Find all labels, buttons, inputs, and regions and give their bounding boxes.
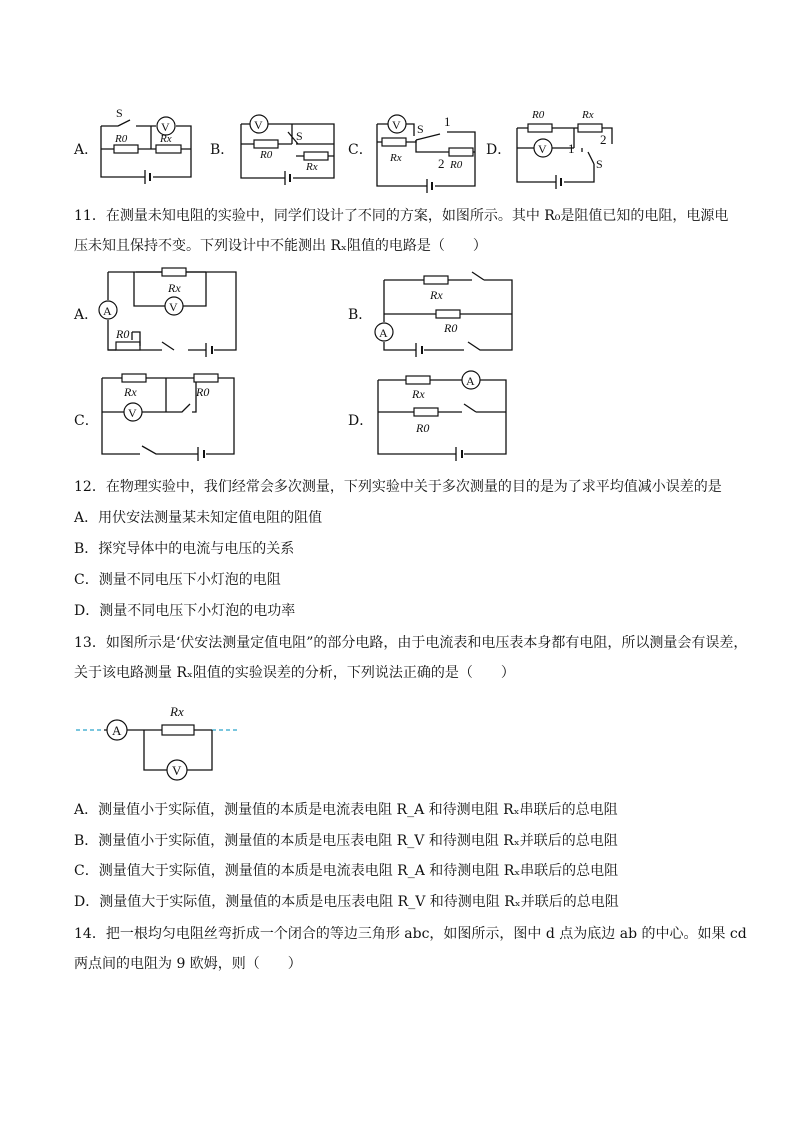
q10-circuit-d	[512, 106, 618, 188]
terminal-2-label: 2	[438, 156, 445, 171]
q13-stem-line1: 13．如图所示是‘伏安法测量定值电阻”的部分电路，由于电流表和电压表本身都有电阻，所以测量会有误差，	[74, 635, 748, 651]
r0-label: R0	[444, 321, 458, 335]
voltmeter-label: V	[538, 142, 547, 156]
rx-label: Rx	[582, 109, 594, 121]
rx-label: Rx	[412, 387, 425, 401]
switch-s-label: S	[417, 122, 424, 136]
terminal-1-label: 1	[568, 141, 575, 156]
voltmeter-label: V	[169, 300, 178, 314]
rx-label: Rx	[430, 288, 443, 302]
voltmeter-label: V	[161, 120, 170, 134]
rx-label: Rx	[390, 152, 402, 164]
q10-option-a-label: A．	[74, 142, 99, 158]
r0-label: R0	[260, 149, 273, 161]
q13-circuit	[74, 696, 244, 782]
q13-option-d: D．测量值大于实际值，测量值的本质是电压表电阻 R_V 和待测电阻 Rₓ并联后的总电阻	[74, 894, 619, 910]
switch-s-label: S	[116, 106, 123, 120]
rx-label: Rx	[160, 133, 172, 145]
q14-stem-line2: 两点间的电阻为 9 欧姆，则（ ）	[74, 956, 302, 972]
ammeter-label: A	[103, 304, 112, 318]
q12-stem: 12．在物理实验中，我们经常会多次测量，下列实验中关于多次测量的目的是为了求平均值减小误差的是	[74, 479, 722, 495]
ammeter-label: A	[379, 326, 388, 340]
rx-label: Rx	[124, 385, 137, 399]
q11-circuit-c	[96, 370, 240, 466]
q14-stem-line1: 14．把一根均匀电阻丝弯折成一个闭合的等边三角形 abc，如图所示，图中 d 点为底边 ab 的中心。如果 cd	[74, 926, 747, 942]
r0-label: R0	[416, 421, 430, 435]
r0-label: R0	[532, 109, 545, 121]
q11-option-a-label: A．	[74, 307, 99, 323]
rx-label: Rx	[306, 161, 318, 173]
q13-option-b: B．测量值小于实际值，测量值的本质是电压表电阻 R_V 和待测电阻 Rₓ并联后的总电阻	[74, 833, 618, 849]
q11-circuit-d	[372, 370, 512, 466]
q12-option-d: D．测量不同电压下小灯泡的电功率	[74, 603, 296, 619]
q10-circuit-c	[372, 106, 480, 188]
r0-label: R0	[116, 327, 130, 341]
q10-option-b-label: B．	[210, 142, 235, 158]
r0-label: R0	[115, 133, 128, 145]
q13-stem-line2: 关于该电路测量 Rₓ阻值的实验误差的分析，下列说法正确的是（ ）	[74, 665, 515, 681]
q10-option-d-label: D．	[486, 142, 512, 158]
r0-label: R0	[450, 159, 463, 171]
switch-s-label: S	[596, 157, 603, 171]
terminal-1-label: 1	[444, 114, 451, 129]
ammeter-label: A	[466, 374, 475, 388]
ammeter-label: A	[112, 723, 122, 738]
voltmeter-label: V	[392, 118, 401, 132]
voltmeter-label: V	[254, 118, 263, 132]
q10-option-c-label: C．	[348, 142, 373, 158]
switch-s-label: S	[296, 129, 303, 143]
rx-label: Rx	[168, 281, 181, 295]
q12-option-a: A．用伏安法测量某未知定值电阻的阻值	[74, 510, 323, 526]
q10-circuit-b	[236, 106, 338, 188]
q11-option-d-label: D．	[348, 413, 374, 429]
q12-option-b: B．探究导体中的电流与电压的关系	[74, 541, 295, 557]
q11-circuit-a	[96, 266, 242, 358]
rx-label: Rx	[170, 704, 184, 719]
q11-stem-line1: 11．在测量未知电阻的实验中，同学们设计了不同的方案，如图所示。其中 R₀是阻值已知的电阻，电源电	[74, 208, 729, 224]
q13-option-a: A．测量值小于实际值，测量值的本质是电流表电阻 R_A 和待测电阻 Rₓ串联后的总电阻	[74, 802, 618, 818]
q11-option-b-label: B．	[348, 307, 373, 323]
voltmeter-label: V	[172, 763, 182, 778]
q13-option-c: C．测量值大于实际值，测量值的本质是电流表电阻 R_A 和待测电阻 Rₓ串联后的总电阻	[74, 863, 619, 879]
q10-circuit-a	[96, 104, 196, 188]
q11-circuit-b	[372, 266, 518, 358]
r0-label: R0	[196, 385, 210, 399]
q12-option-c: C．测量不同电压下小灯泡的电阻	[74, 572, 281, 588]
q11-option-c-label: C．	[74, 413, 99, 429]
q11-stem-line2: 压未知且保持不变。下列设计中不能测出 Rₓ阻值的电路是（ ）	[74, 238, 487, 254]
voltmeter-label: V	[128, 406, 137, 420]
terminal-2-label: 2	[600, 132, 607, 147]
